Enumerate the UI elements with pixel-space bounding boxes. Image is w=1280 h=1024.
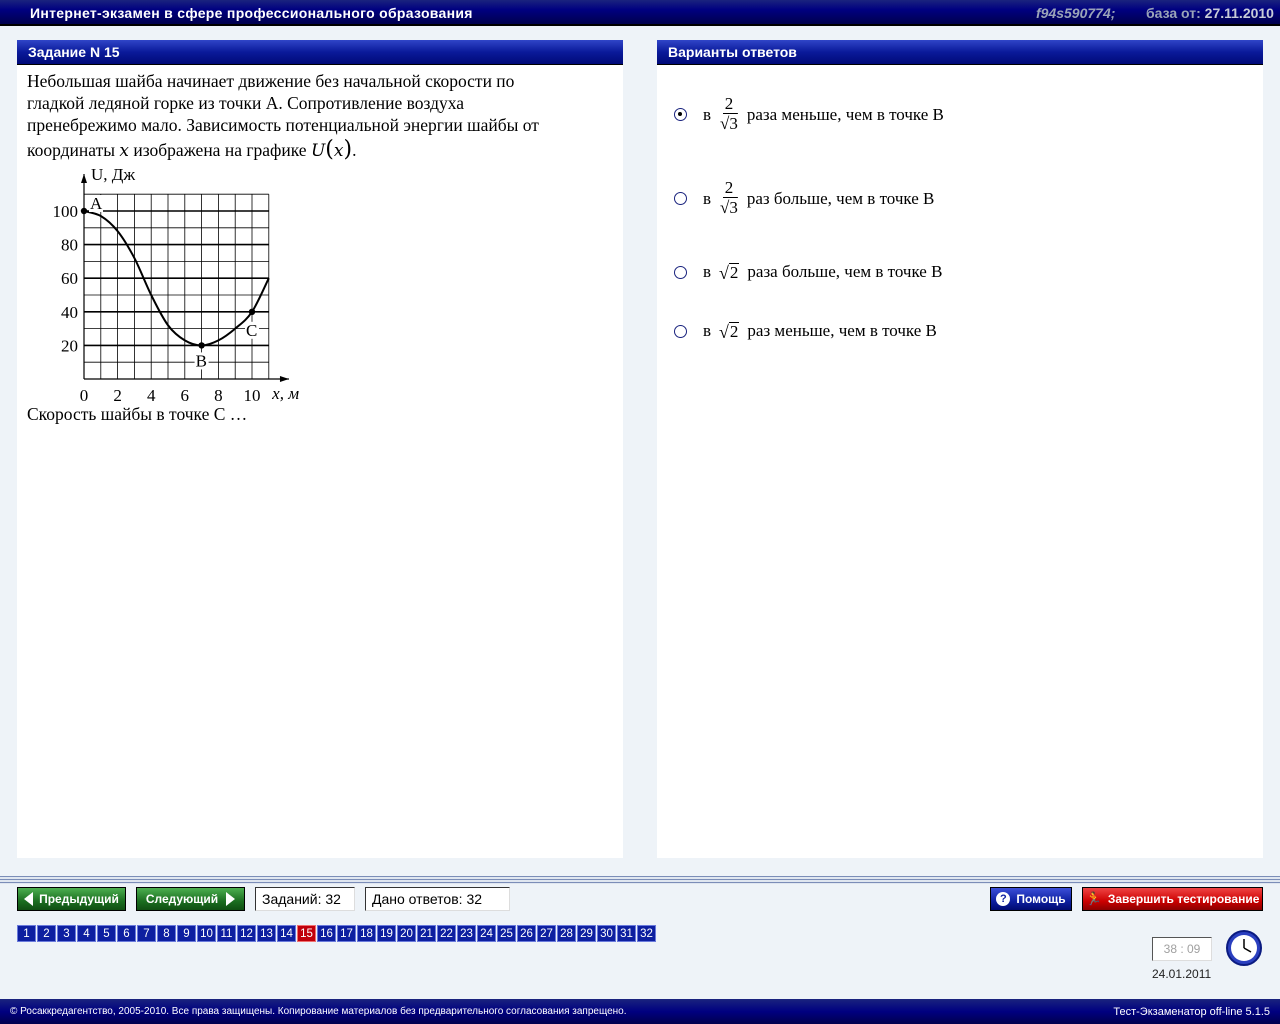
x-axis-label: x, м (272, 384, 300, 403)
next-label: Следующий (145, 892, 219, 906)
fraction (720, 95, 738, 134)
option-prefix: в (703, 188, 712, 208)
y-axis-label: U, Дж (91, 165, 136, 185)
tasks-count: 32 (325, 891, 341, 907)
question-text (27, 70, 617, 162)
option-prefix: в (703, 104, 712, 124)
arrow-left-icon (24, 892, 33, 906)
point-label-a: A (90, 194, 103, 213)
y-tick-label: 60 (61, 269, 78, 289)
radio-button[interactable] (674, 266, 687, 279)
answers-panel (657, 40, 1263, 858)
session-code: f94s590774; (1036, 5, 1116, 21)
base-date (1146, 5, 1274, 21)
help-button[interactable] (990, 887, 1072, 911)
point-b (198, 342, 204, 348)
radio-button[interactable] (674, 108, 687, 121)
x-tick-label: 2 (113, 386, 122, 405)
footer-bar (0, 999, 1280, 1024)
question-number-15[interactable]: 15 (297, 925, 316, 942)
clock-icon (1225, 929, 1263, 967)
option-prefix: в (703, 262, 712, 281)
question-number-3[interactable]: 3 (57, 925, 76, 942)
answer-option-3[interactable] (674, 262, 942, 282)
radio-button[interactable] (674, 325, 687, 338)
fraction-numerator: 2 (724, 94, 734, 113)
answer-option-4[interactable] (674, 321, 937, 341)
base-date-label: база от: (1146, 5, 1201, 21)
answer-option-1[interactable] (674, 95, 944, 134)
x-tick-label: 8 (214, 386, 223, 405)
tasks-label: Заданий: (262, 891, 322, 907)
question-number-29[interactable]: 29 (577, 925, 596, 942)
question-number-8[interactable]: 8 (157, 925, 176, 942)
finish-test-button[interactable] (1082, 887, 1263, 911)
title-bar (0, 0, 1280, 26)
option-text: раз больше, чем в точке В (746, 188, 935, 208)
task-header: Задание N 15 (17, 40, 623, 65)
finish-label: Завершить тестирование (1107, 892, 1260, 906)
x-tick-label: 4 (146, 386, 156, 405)
question-line (27, 139, 617, 162)
question-number-18[interactable]: 18 (357, 925, 376, 942)
question-number-bar (17, 925, 657, 942)
x-tick-label: 6 (180, 386, 190, 405)
radio-button[interactable] (674, 192, 687, 205)
radical-sign: √ (719, 321, 729, 342)
question-number-10[interactable]: 10 (197, 925, 216, 942)
question-line: Небольшая шайба начинает движение без начальной скорости по (27, 71, 515, 91)
window-title: Интернет-экзамен в сфере профессионального образования (30, 5, 473, 21)
current-date: 24.01.2011 (1152, 967, 1212, 981)
task-panel (17, 40, 623, 858)
question-number-21[interactable]: 21 (417, 925, 436, 942)
base-date-value: 27.11.2010 (1204, 5, 1274, 21)
question-number-13[interactable]: 13 (257, 925, 276, 942)
previous-label: Предыдущий (39, 892, 119, 906)
question-number-12[interactable]: 12 (237, 925, 256, 942)
help-label: Помощь (1016, 892, 1066, 906)
potential-energy-graph (25, 165, 300, 405)
version-text: Тест-Экзаменатор off-line 5.1.5 (1113, 1006, 1270, 1018)
arrow-right-icon (226, 892, 235, 906)
question-number-30[interactable]: 30 (597, 925, 616, 942)
option-text: раз меньше, чем в точке В (747, 321, 937, 340)
y-tick-label: 100 (52, 202, 78, 221)
question-number-31[interactable]: 31 (617, 925, 636, 942)
function-argument: x (333, 141, 344, 161)
radical-sign: √ (719, 262, 729, 283)
question-number-6[interactable]: 6 (117, 925, 136, 942)
question-number-28[interactable]: 28 (557, 925, 576, 942)
question-number-7[interactable]: 7 (137, 925, 156, 942)
sqrt-radicand: 2 (729, 321, 739, 341)
question-number-25[interactable]: 25 (497, 925, 516, 942)
question-number-16[interactable]: 16 (317, 925, 336, 942)
function-name: U (310, 141, 326, 161)
question-number-17[interactable]: 17 (337, 925, 356, 942)
question-number-27[interactable]: 27 (537, 925, 556, 942)
option-prefix: в (703, 321, 712, 340)
question-number-14[interactable]: 14 (277, 925, 296, 942)
variable-x: x (119, 141, 129, 161)
question-number-9[interactable]: 9 (177, 925, 196, 942)
point-c (249, 309, 255, 315)
x-tick-label: 0 (79, 386, 89, 405)
question-number-1[interactable]: 1 (17, 925, 36, 942)
question-number-23[interactable]: 23 (457, 925, 476, 942)
answer-option-2[interactable] (674, 179, 934, 218)
point-label-c: C (246, 320, 258, 340)
point-a (81, 208, 87, 214)
question-number-5[interactable]: 5 (97, 925, 116, 942)
copyright-text: © Росаккредагентство, 2005-2010. Все права защищены. Копирование материалов без предварительного согласования запрещено. (10, 1006, 627, 1017)
sqrt-radicand: 3 (729, 198, 738, 217)
square-root (719, 322, 739, 341)
fraction-denominator: √3 (720, 198, 738, 217)
fraction (720, 179, 738, 218)
y-tick-label: 20 (61, 336, 78, 356)
answers-header: Варианты ответов (657, 40, 1263, 65)
option-text: раза больше, чем в точке В (747, 262, 943, 281)
square-root (719, 263, 739, 282)
answers-count: 32 (466, 891, 483, 907)
divider-strip (0, 876, 1280, 884)
option-text: раза меньше, чем в точке В (746, 104, 944, 124)
answers-counter (365, 887, 510, 911)
question-number-20[interactable]: 20 (397, 925, 416, 942)
question-text-part: координаты (27, 140, 120, 160)
tasks-counter (255, 887, 355, 911)
previous-button[interactable] (17, 887, 126, 911)
question-icon: ? (996, 892, 1010, 906)
fraction-denominator: √3 (720, 114, 738, 133)
timer: 38 : 09 (1152, 937, 1212, 961)
question-text-part: . (352, 140, 357, 160)
next-button[interactable] (136, 887, 245, 911)
x-tick-label: 10 (243, 386, 261, 405)
question-number-2[interactable]: 2 (37, 925, 56, 942)
question-number-19[interactable]: 19 (377, 925, 396, 942)
y-axis-arrow (81, 174, 87, 183)
question-line: гладкой ледяной горке из точки А. Сопротивление воздуха (27, 93, 465, 113)
running-man-icon: 🏃 (1085, 891, 1102, 906)
question-number-11[interactable]: 11 (217, 925, 236, 942)
question-number-24[interactable]: 24 (477, 925, 496, 942)
sqrt-radicand: 3 (729, 114, 738, 133)
question-number-22[interactable]: 22 (437, 925, 456, 942)
fraction-numerator: 2 (724, 178, 734, 197)
question-number-32[interactable]: 32 (637, 925, 656, 942)
answers-label: Дано ответов: (372, 891, 463, 907)
point-label-b: B (195, 351, 207, 371)
question-line: пренебрежимо мало. Зависимость потенциальной энергии шайбы от (27, 115, 539, 135)
question-number-26[interactable]: 26 (517, 925, 536, 942)
y-tick-label: 40 (61, 302, 78, 322)
function-u: U(x) (310, 137, 353, 162)
y-tick-label: 80 (61, 235, 78, 255)
question-text-part: изображена на графике (128, 140, 311, 160)
question-number-4[interactable]: 4 (77, 925, 96, 942)
x-axis-arrow (280, 376, 289, 382)
sqrt-radicand: 2 (729, 262, 739, 282)
question-prompt: Скорость шайбы в точке С … (27, 404, 248, 424)
